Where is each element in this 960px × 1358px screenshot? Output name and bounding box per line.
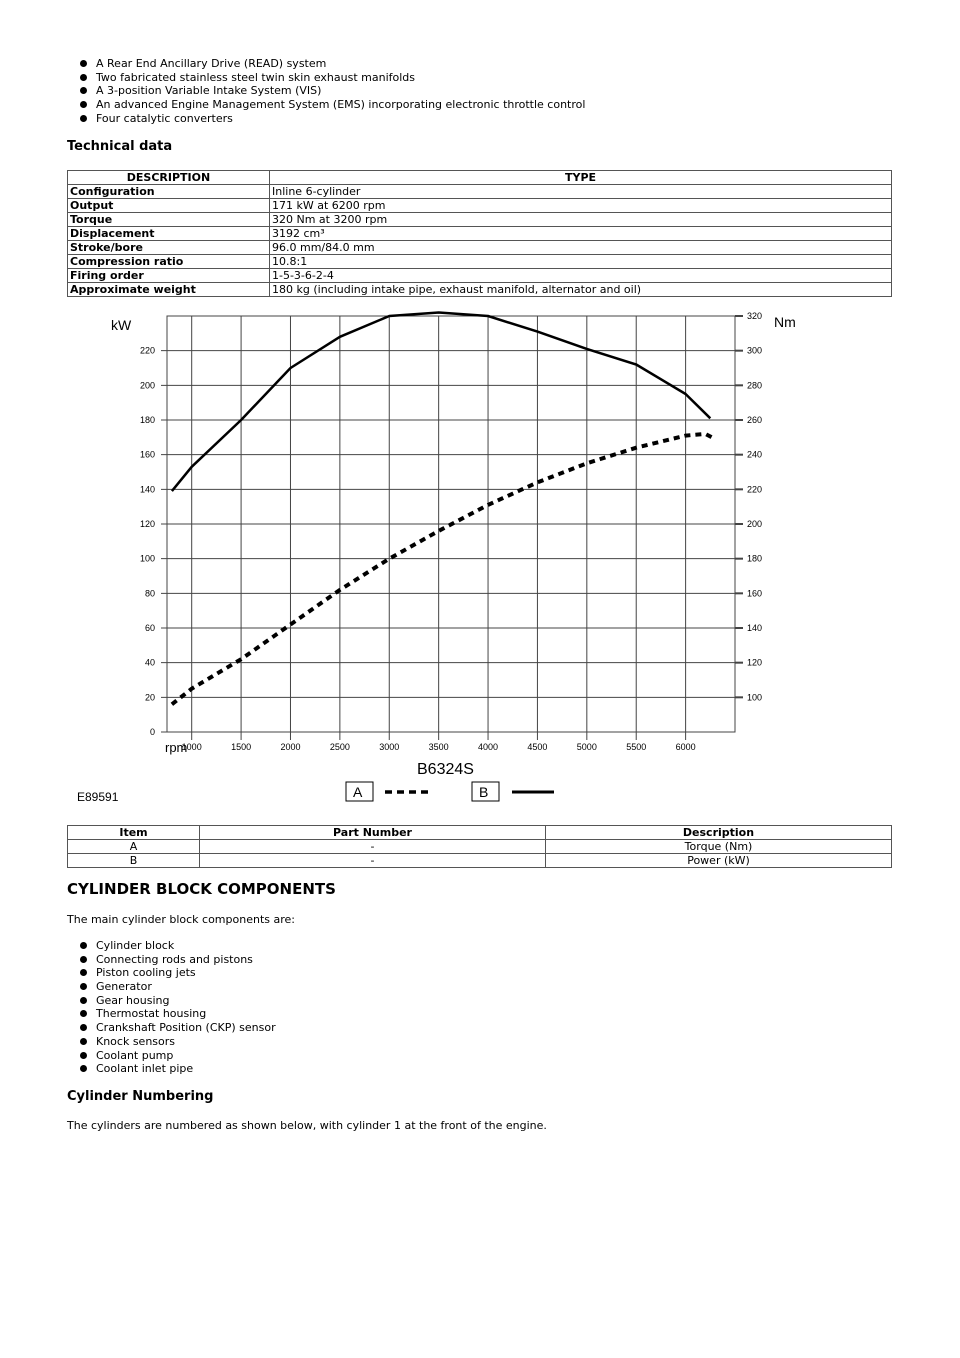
y-left-tick-label: 160 — [139, 449, 155, 460]
cylinder-numbering-heading: Cylinder Numbering — [67, 1089, 214, 1104]
description-cell: Torque (Nm) — [546, 840, 892, 854]
y-right-tick-label: 200 — [747, 519, 763, 529]
spec-value: 180 kg (including intake pipe, exhaust manifold, alternator and oil) — [270, 283, 892, 297]
table-row — [68, 241, 892, 255]
y-right-tick-label: 280 — [747, 380, 763, 391]
table-header-row — [68, 826, 892, 840]
y-right-tick-label: 220 — [747, 484, 763, 495]
column-header: TYPE — [270, 171, 892, 185]
y-axis-right-label: Nm — [774, 314, 796, 330]
spec-name: Configuration — [68, 185, 270, 199]
y-right-tick-label: 320 — [747, 311, 763, 321]
y-right-tick-label: 100 — [747, 692, 763, 703]
table-row — [68, 185, 892, 199]
y-left-tick-label: 20 — [144, 692, 155, 703]
column-header: Description — [546, 826, 892, 840]
list-item: Generator — [96, 980, 276, 994]
part-number-cell: - — [200, 840, 546, 854]
x-tick-label: 3000 — [379, 742, 400, 752]
y-left-tick-label: 100 — [139, 553, 155, 564]
spec-name: Compression ratio — [68, 255, 270, 269]
y-left-tick-label: 140 — [139, 484, 155, 495]
list-item: Knock sensors — [96, 1035, 276, 1049]
list-item: Connecting rods and pistons — [96, 953, 276, 967]
list-item: Coolant inlet pipe — [96, 1062, 276, 1076]
table-row — [68, 854, 892, 868]
legend-a — [346, 782, 429, 801]
table-row — [68, 227, 892, 241]
spec-value: 320 Nm at 3200 rpm — [270, 213, 892, 227]
table-header-row — [68, 171, 892, 185]
technical-data-heading: Technical data — [67, 139, 173, 154]
x-tick-label: 2500 — [329, 742, 350, 752]
chart-ticks — [140, 311, 762, 752]
part-number-cell: - — [200, 854, 546, 868]
y-right-tick-label: 140 — [747, 623, 763, 633]
power-torque-chart — [67, 310, 827, 810]
x-tick-label: 1000 — [181, 742, 202, 752]
spec-value: 171 kW at 6200 rpm — [270, 199, 892, 213]
spec-value: 96.0 mm/84.0 mm — [270, 241, 892, 255]
description-cell: Power (kW) — [546, 854, 892, 868]
table-row — [68, 199, 892, 213]
list-item: Crankshaft Position (CKP) sensor — [96, 1021, 276, 1035]
spec-value: 10.8:1 — [270, 255, 892, 269]
chart-title: B6324S — [417, 761, 474, 778]
list-item: Thermostat housing — [96, 1007, 276, 1021]
y-right-tick-label: 300 — [747, 345, 763, 356]
chart-series — [172, 313, 715, 705]
y-right-tick-label: 240 — [747, 449, 763, 460]
legend-label: A — [353, 784, 363, 800]
item-cell: A — [68, 840, 200, 854]
list-item: A Rear End Ancillary Drive (READ) system — [96, 57, 585, 71]
table-row — [68, 840, 892, 854]
legend-b — [472, 782, 554, 801]
x-axis-label: rpm — [165, 740, 188, 755]
x-tick-label: 6000 — [675, 742, 696, 752]
spec-name: Firing order — [68, 269, 270, 283]
y-left-tick-label: 0 — [149, 727, 155, 737]
x-tick-label: 1500 — [231, 742, 252, 752]
y-left-tick-label: 60 — [144, 623, 155, 633]
x-tick-label: 3500 — [428, 742, 449, 752]
spec-value: 1-5-3-6-2-4 — [270, 269, 892, 283]
table-row — [68, 269, 892, 283]
list-item: Coolant pump — [96, 1049, 276, 1063]
table-row — [68, 255, 892, 269]
y-right-tick-label: 260 — [747, 415, 763, 425]
y-left-tick-label: 200 — [139, 380, 155, 391]
x-tick-label: 5000 — [576, 742, 597, 752]
table-row — [68, 283, 892, 297]
x-tick-label: 4000 — [478, 742, 499, 752]
y-left-tick-label: 40 — [144, 657, 155, 668]
cylinder-block-bullet-list — [96, 939, 276, 1076]
cylinder-block-intro: The main cylinder block components are: — [67, 913, 295, 926]
list-item: Gear housing — [96, 994, 276, 1008]
y-left-tick-label: 220 — [139, 345, 155, 356]
spec-name: Torque — [68, 213, 270, 227]
list-item: A 3-position Variable Intake System (VIS) — [96, 84, 585, 98]
table-row — [68, 213, 892, 227]
y-left-tick-label: 180 — [139, 415, 155, 425]
y-right-tick-label: 160 — [747, 588, 763, 599]
x-tick-label: 2000 — [280, 742, 301, 752]
x-tick-label: 4500 — [527, 742, 548, 752]
spec-name: Displacement — [68, 227, 270, 241]
column-header: Part Number — [200, 826, 546, 840]
list-item: An advanced Engine Management System (EMS) incorporating electronic throttle control — [96, 98, 586, 112]
list-item: Four catalytic converters — [96, 112, 585, 126]
chart-grid — [161, 316, 735, 740]
cylinder-numbering-text: The cylinders are numbered as shown below, with cylinder 1 at the front of the engine. — [67, 1119, 547, 1132]
technical-data-table — [67, 170, 892, 297]
legend-label: B — [479, 784, 489, 800]
spec-name: Approximate weight — [68, 283, 270, 297]
y-axis-left-label: kW — [111, 317, 132, 333]
x-tick-label: 5500 — [626, 742, 647, 752]
y-left-tick-label: 80 — [144, 588, 155, 599]
torque-curve — [172, 434, 715, 704]
legend-table — [67, 825, 892, 868]
spec-name: Stroke/bore — [68, 241, 270, 255]
list-item: Cylinder block — [96, 939, 276, 953]
power-curve — [172, 313, 710, 492]
list-item: Two fabricated stainless steel twin skin exhaust manifolds — [96, 71, 585, 85]
column-header: DESCRIPTION — [68, 171, 270, 185]
cylinder-block-heading: CYLINDER BLOCK COMPONENTS — [67, 880, 336, 898]
intro-bullet-list — [96, 57, 585, 125]
spec-value: Inline 6-cylinder — [270, 185, 892, 199]
y-left-tick-label: 120 — [139, 519, 155, 529]
column-header: Item — [68, 826, 200, 840]
item-cell: B — [68, 854, 200, 868]
figure-id: E89591 — [77, 790, 119, 804]
y-right-tick-label: 180 — [747, 553, 763, 564]
list-item: Piston cooling jets — [96, 966, 276, 980]
spec-name: Output — [68, 199, 270, 213]
y-right-tick-label: 120 — [747, 657, 763, 668]
spec-value: 3192 cm³ — [270, 227, 892, 241]
